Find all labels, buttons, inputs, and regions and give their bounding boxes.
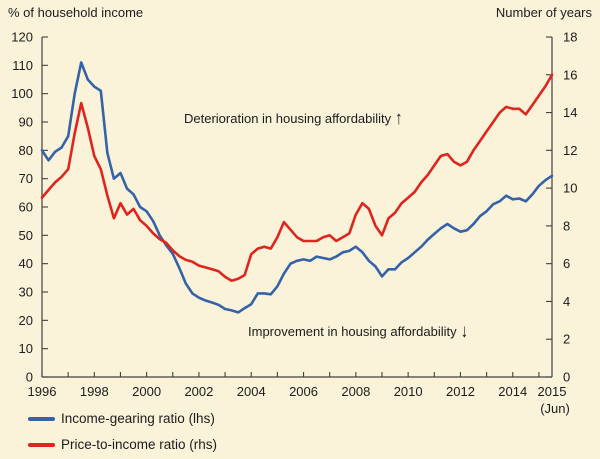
svg-text:80: 80 — [18, 142, 33, 158]
svg-text:10: 10 — [563, 180, 578, 196]
svg-text:110: 110 — [12, 57, 33, 73]
svg-text:14: 14 — [563, 105, 578, 121]
income-gearing-line-swatch — [28, 417, 55, 421]
svg-text:10: 10 — [18, 341, 33, 357]
svg-text:16: 16 — [563, 67, 578, 83]
series-line-price-to-income — [42, 75, 552, 281]
svg-text:50: 50 — [18, 227, 33, 243]
svg-text:20: 20 — [18, 312, 33, 328]
svg-text:2000: 2000 — [132, 384, 162, 399]
right-axis-title: Number of years — [495, 5, 592, 20]
series-line-income-gearing — [42, 63, 552, 313]
svg-text:2015: 2015 — [537, 384, 567, 399]
deterioration-annotation — [184, 107, 403, 130]
legend-item-price-to-income — [28, 437, 217, 453]
down-arrow-icon: ↓ — [460, 320, 469, 343]
legend-label-price-to-income: Price-to-income ratio (rhs) — [61, 437, 218, 452]
svg-text:2014: 2014 — [498, 384, 528, 399]
svg-text:40: 40 — [18, 256, 33, 272]
svg-text:4: 4 — [563, 293, 571, 309]
svg-text:0: 0 — [25, 369, 33, 385]
svg-text:60: 60 — [18, 199, 33, 215]
svg-text:2012: 2012 — [446, 384, 475, 399]
svg-text:1998: 1998 — [79, 384, 109, 399]
svg-text:6: 6 — [563, 256, 571, 272]
svg-text:2008: 2008 — [341, 384, 371, 399]
left-axis-title: % of household income — [8, 5, 144, 20]
svg-text:120: 120 — [11, 29, 33, 45]
svg-text:2: 2 — [563, 331, 571, 347]
improvement-annotation — [248, 320, 469, 343]
svg-text:90: 90 — [18, 114, 33, 130]
svg-text:0: 0 — [563, 369, 571, 385]
svg-text:70: 70 — [18, 171, 33, 187]
svg-text:100: 100 — [11, 86, 33, 102]
improvement-annotation-text: Improvement in housing affordability — [248, 324, 457, 339]
left-axis-labels — [11, 30, 33, 385]
deterioration-annotation-text: Deterioration in housing affordability — [184, 111, 392, 126]
svg-text:2004: 2004 — [236, 384, 266, 399]
svg-text:18: 18 — [563, 29, 578, 45]
svg-text:(Jun): (Jun) — [540, 401, 570, 416]
up-arrow-icon: ↑ — [395, 107, 403, 130]
legend-item-income-gearing — [28, 411, 217, 427]
right-axis-labels — [563, 30, 577, 385]
svg-text:2002: 2002 — [184, 384, 214, 399]
svg-text:2010: 2010 — [393, 384, 423, 399]
svg-text:1996: 1996 — [27, 384, 57, 399]
svg-text:30: 30 — [18, 284, 33, 300]
legend — [28, 411, 217, 459]
svg-text:2006: 2006 — [289, 384, 318, 399]
svg-text:12: 12 — [563, 142, 578, 158]
svg-text:8: 8 — [563, 218, 571, 234]
legend-label-income-gearing: Income-gearing ratio (lhs) — [61, 411, 215, 426]
price-to-income-line-swatch — [28, 443, 55, 447]
